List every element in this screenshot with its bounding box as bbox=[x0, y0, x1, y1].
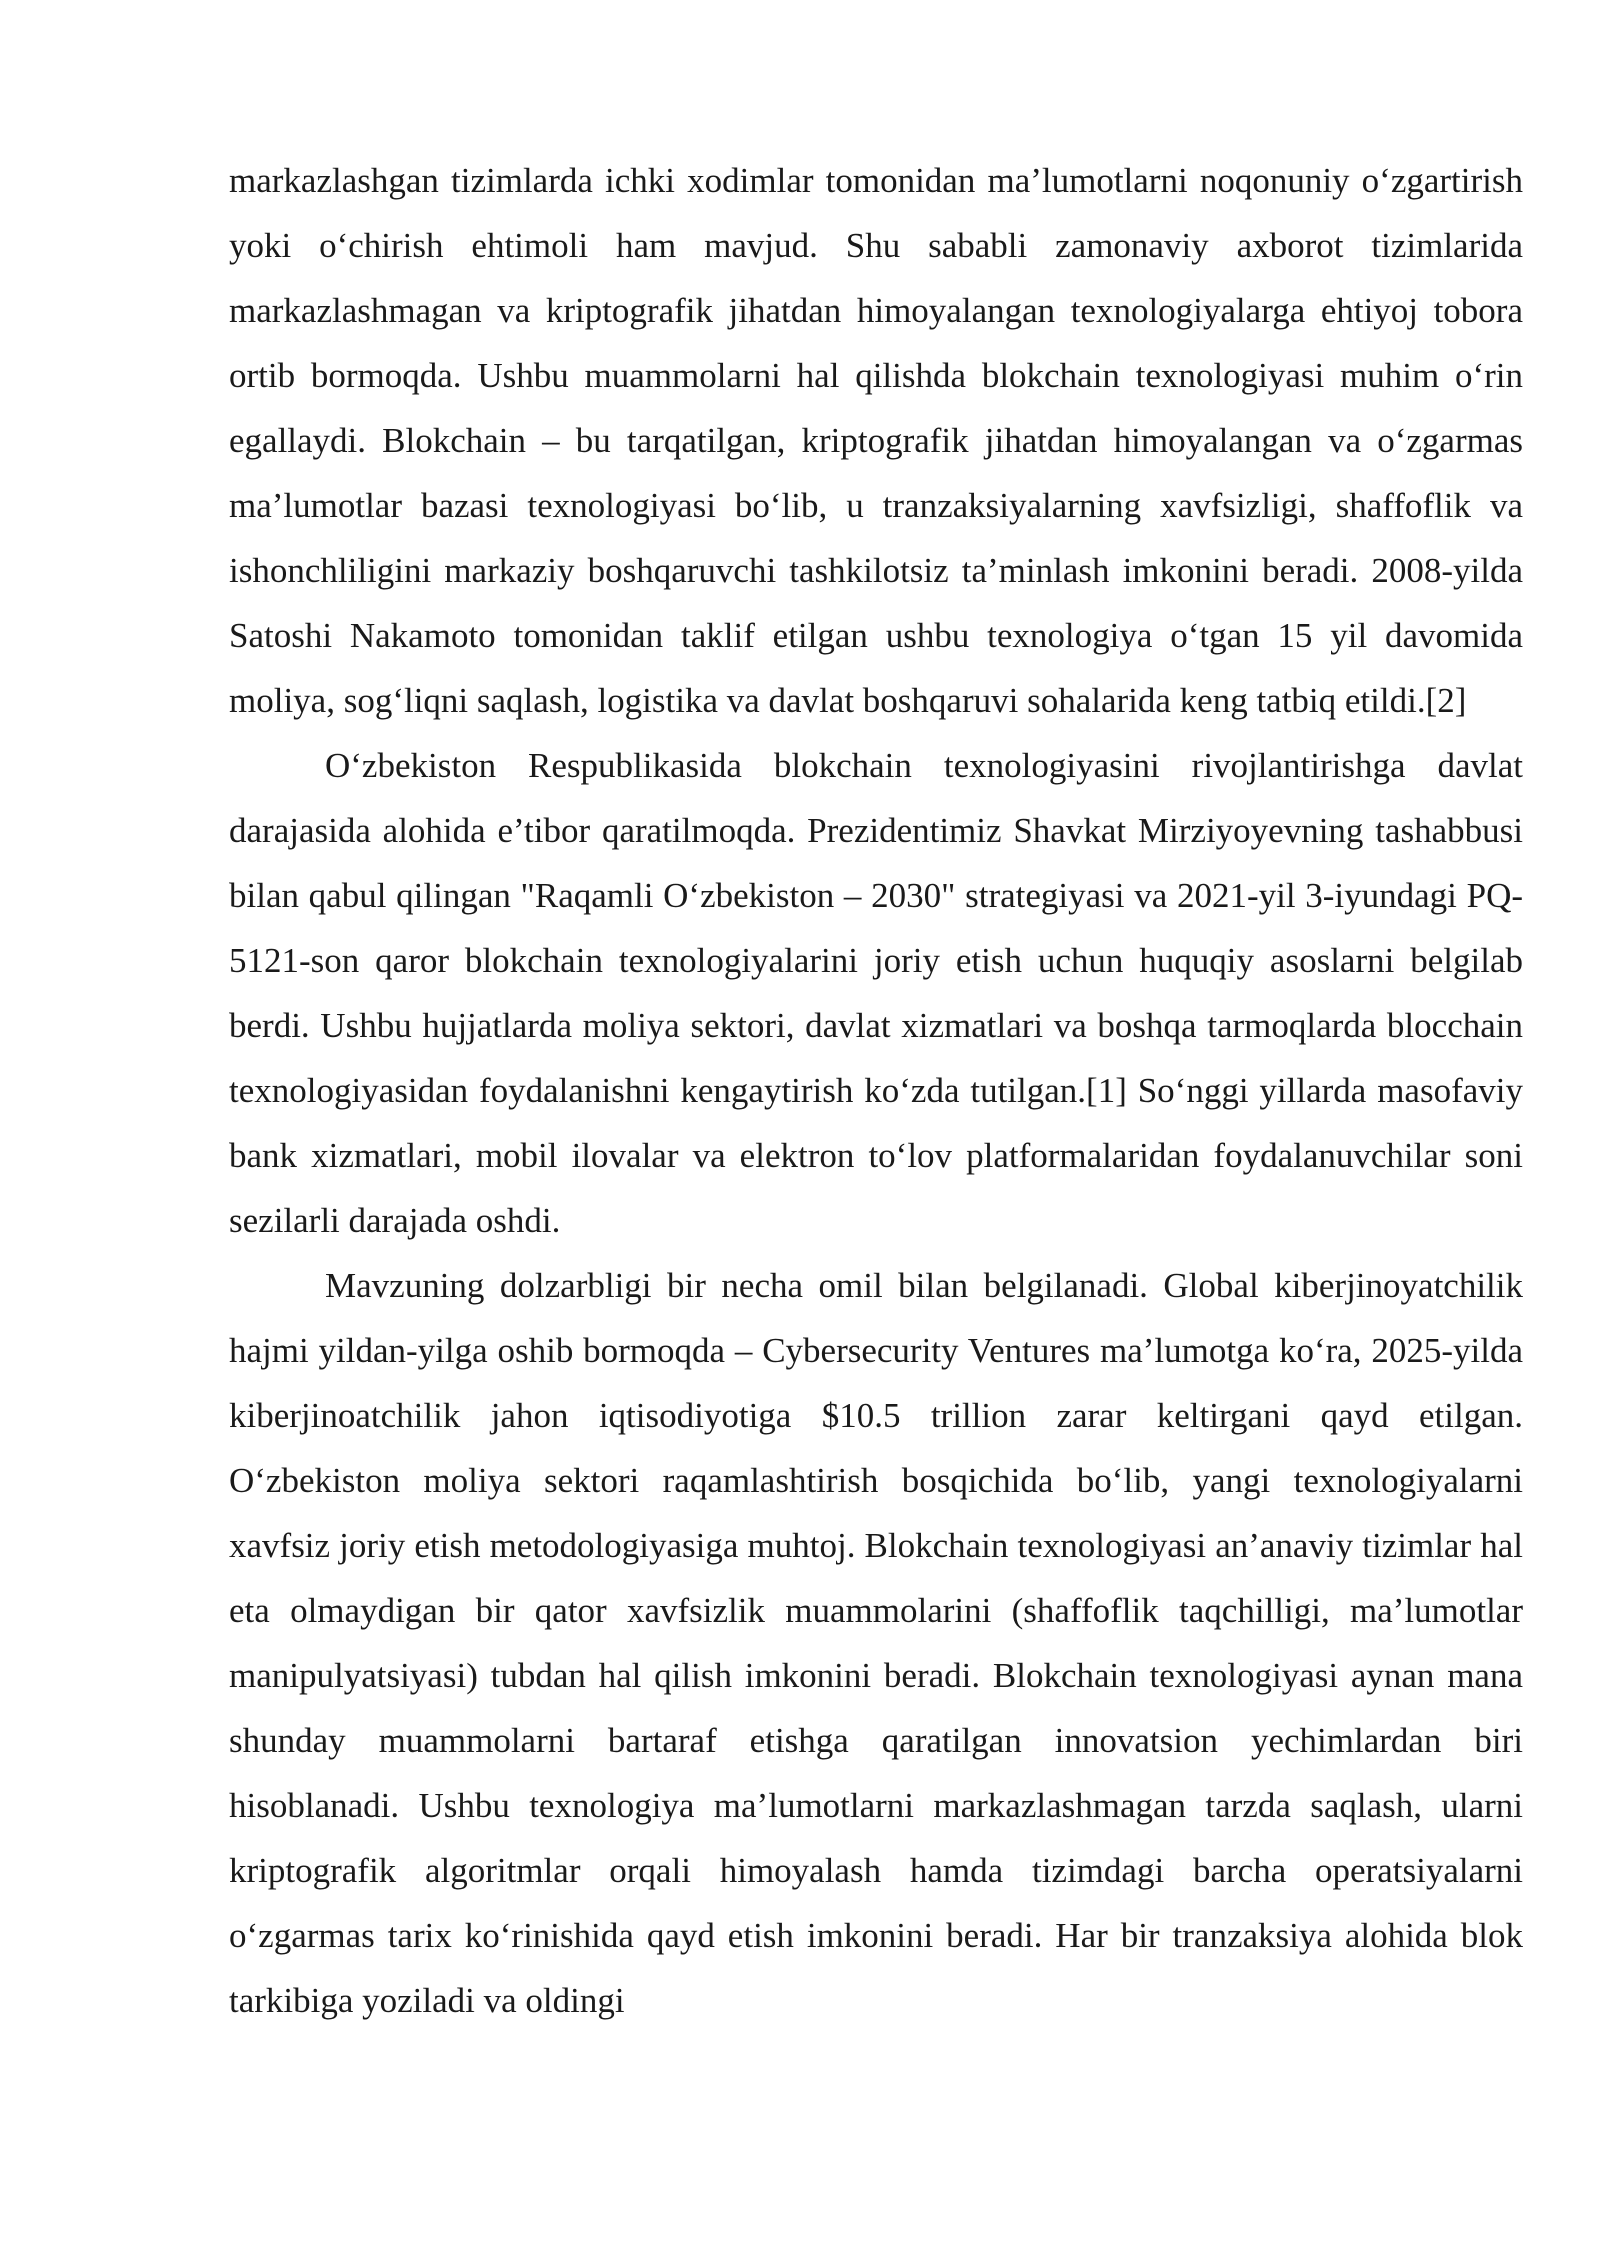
paragraph-continuation: markazlashgan tizimlarda ichki xodimlar tomonidan ma’lumotlarni noqonuniy o‘zgartirish yoki o‘chirish ehtimoli ham mavjud. Shu sababli zamonaviy axborot tizimlarida markazlashmagan va kriptografik jihatdan himoyalangan texnologiyalarga ehtiyoj tobora ortib bormoqda. Ushbu muammolarni hal qilishda blokchain texnologiyasi muhim o‘rin egallaydi. Blokchain – bu tarqatilgan, kriptografik jihatdan himoyalangan va o‘zgarmas ma’lumotlar bazasi texnologiyasi bo‘lib, u tranzaksiyalarning xavfsizligi, shaffoflik va ishonchliligini markaziy boshqaruvchi tashkilotsiz ta’minlash imkonini beradi. 2008-yilda Satoshi Nakamoto tomonidan taklif etilgan ushbu texnologiya o‘tgan 15 yil davomida moliya, sog‘liqni saqlash, logistika va davlat boshqaruvi sohalarida keng tatbiq etildi.[2] bbox=[229, 161, 1523, 720]
paragraph-topic-relevance: Mavzuning dolzarbligi bir necha omil bilan belgilanadi. Global kiberjinoyatchilik hajmi yildan-yilga oshib bormoqda – Cybersecurity Ventures ma’lumotga ko‘ra, 2025-yilda kiberjinoatchilik jahon iqtisodiyotiga $10.5 trillion zarar keltirgani qayd etilgan. O‘zbekiston moliya sektori raqamlashtirish bosqichida bo‘lib, yangi texnologiyalarni xavfsiz joriy etish metodologiyasiga muhtoj. Blokchain texnologiyasi an’anaviy tizimlar hal eta olmaydigan bir qator xavfsizlik muammolarini (shaffoflik taqchilligi, ma’lumotlar manipulyatsiyasi) tubdan hal qilish imkonini beradi. Blokchain texnologiyasi aynan mana shunday muammolarni bartaraf etishga qaratilgan innovatsion yechimlardan biri hisoblanadi. Ushbu texnologiya ma’lumotlarni markazlashmagan tarzda saqlash, ularni kriptografik algoritmlar orqali himoyalash hamda tizimdagi barcha operatsiyalarni o‘zgarmas tarix ko‘rinishida qayd etish imkonini beradi. Har bir tranzaksiya alohida blok tarkibiga yoziladi va oldingi bbox=[229, 1266, 1523, 2020]
paragraph-uzbekistan-blockchain: O‘zbekiston Respublikasida blokchain texnologiyasini rivojlantirishga davlat darajasida alohida e’tibor qaratilmoqda. Prezidentimiz Shavkat Mirziyoyevning tashabbusi bilan qabul qilingan "Raqamli O‘zbekiston – 2030" strategiyasi va 2021-yil 3-iyundagi PQ-5121-son qaror blokchain texnologiyalarini joriy etish uchun huquqiy asoslarni belgilab berdi. Ushbu hujjatlarda moliya sektori, davlat xizmatlari va boshqa tarmoqlarda blocchain texnologiyasidan foydalanishni kengaytirish ko‘zda tutilgan.[1] So‘nggi yillarda masofaviy bank xizmatlari, mobil ilovalar va elektron to‘lov platformalaridan foydalanuvchilar soni sezilarli darajada oshdi. bbox=[229, 746, 1523, 1240]
body-text bbox=[229, 148, 1523, 2033]
